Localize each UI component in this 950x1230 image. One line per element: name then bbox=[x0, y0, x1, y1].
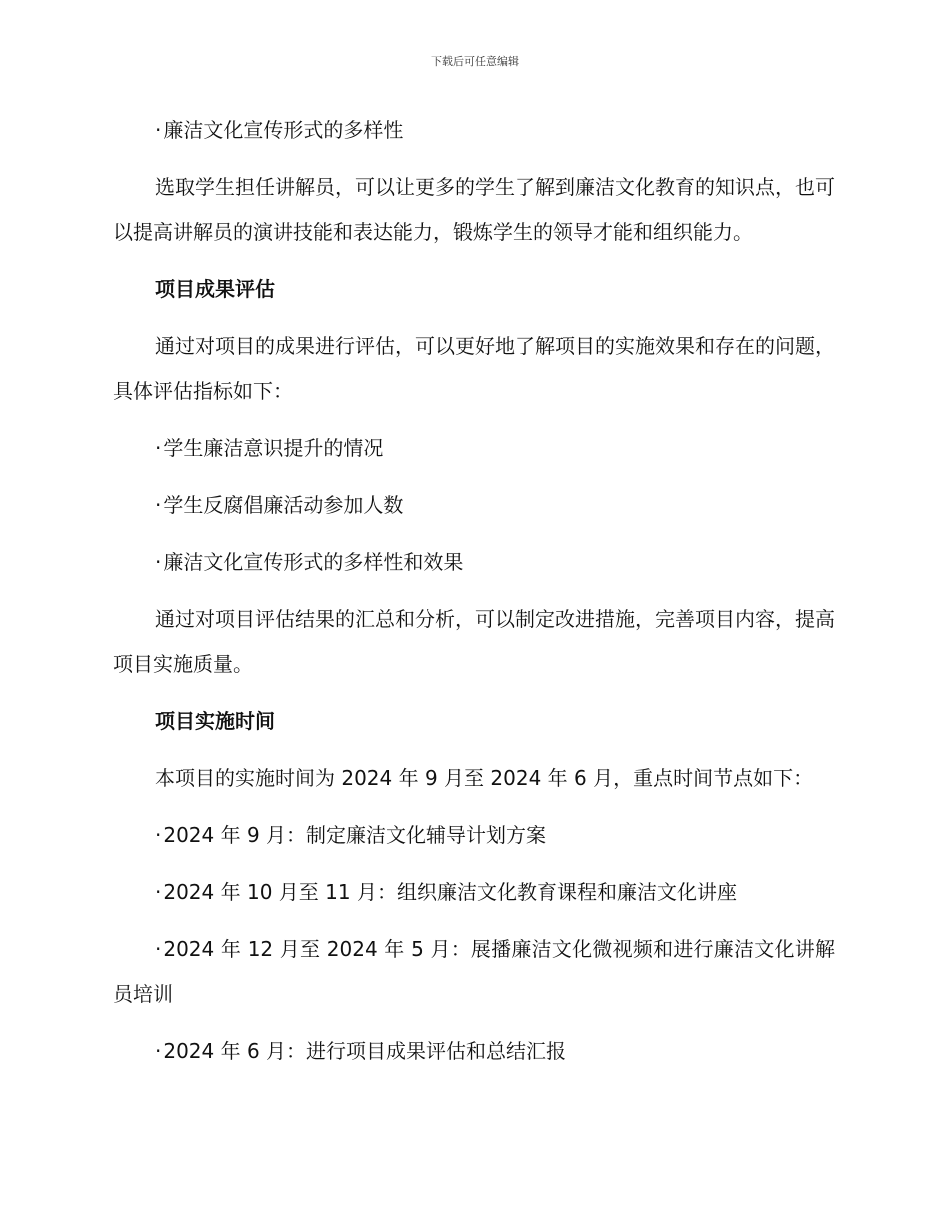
bullet-item: · 2024 年 9 月：制定廉洁文化辅导计划方案 bbox=[113, 813, 835, 858]
bullet-item: · 2024 年 6 月：进行项目成果评估和总结汇报 bbox=[113, 1029, 835, 1074]
bullet-item: · 2024 年 10 月至 11 月：组织廉洁文化教育课程和廉洁文化讲座 bbox=[113, 870, 835, 915]
section-heading: 项目成果评估 bbox=[155, 277, 275, 301]
bullet-item: · 廉洁文化宣传形式的多样性 bbox=[113, 108, 835, 153]
body-paragraph: 通过对项目的成果进行评估，可以更好地了解项目的实施效果和存在的问题，具体评估指标如下： bbox=[113, 334, 835, 403]
document-body bbox=[113, 108, 835, 1086]
bullet-item: · 学生廉洁意识提升的情况 bbox=[113, 426, 835, 471]
body-paragraph: 本项目的实施时间为 2024 年 9 月至 2024 年 6 月，重点时间节点如下： bbox=[155, 766, 814, 790]
body-paragraph: 选取学生担任讲解员，可以让更多的学生了解到廉洁文化教育的知识点，也可以提高讲解员的演讲技能和表达能力，锻炼学生的领导才能和组织能力。 bbox=[113, 175, 835, 244]
body-paragraph: 通过对项目评估结果的汇总和分析，可以制定改进措施，完善项目内容，提高项目实施质量。 bbox=[113, 607, 835, 676]
bullet-item: · 廉洁文化宣传形式的多样性和效果 bbox=[113, 540, 835, 585]
bullet-item: · 2024 年 12 月至 2024 年 5 月：展播廉洁文化微视频和进行廉洁文化讲解员培训 bbox=[113, 927, 835, 1017]
page-header: 下载后可任意编辑 bbox=[431, 55, 519, 68]
section-heading: 项目实施时间 bbox=[155, 709, 275, 733]
bullet-item: · 学生反腐倡廉活动参加人数 bbox=[113, 483, 835, 528]
